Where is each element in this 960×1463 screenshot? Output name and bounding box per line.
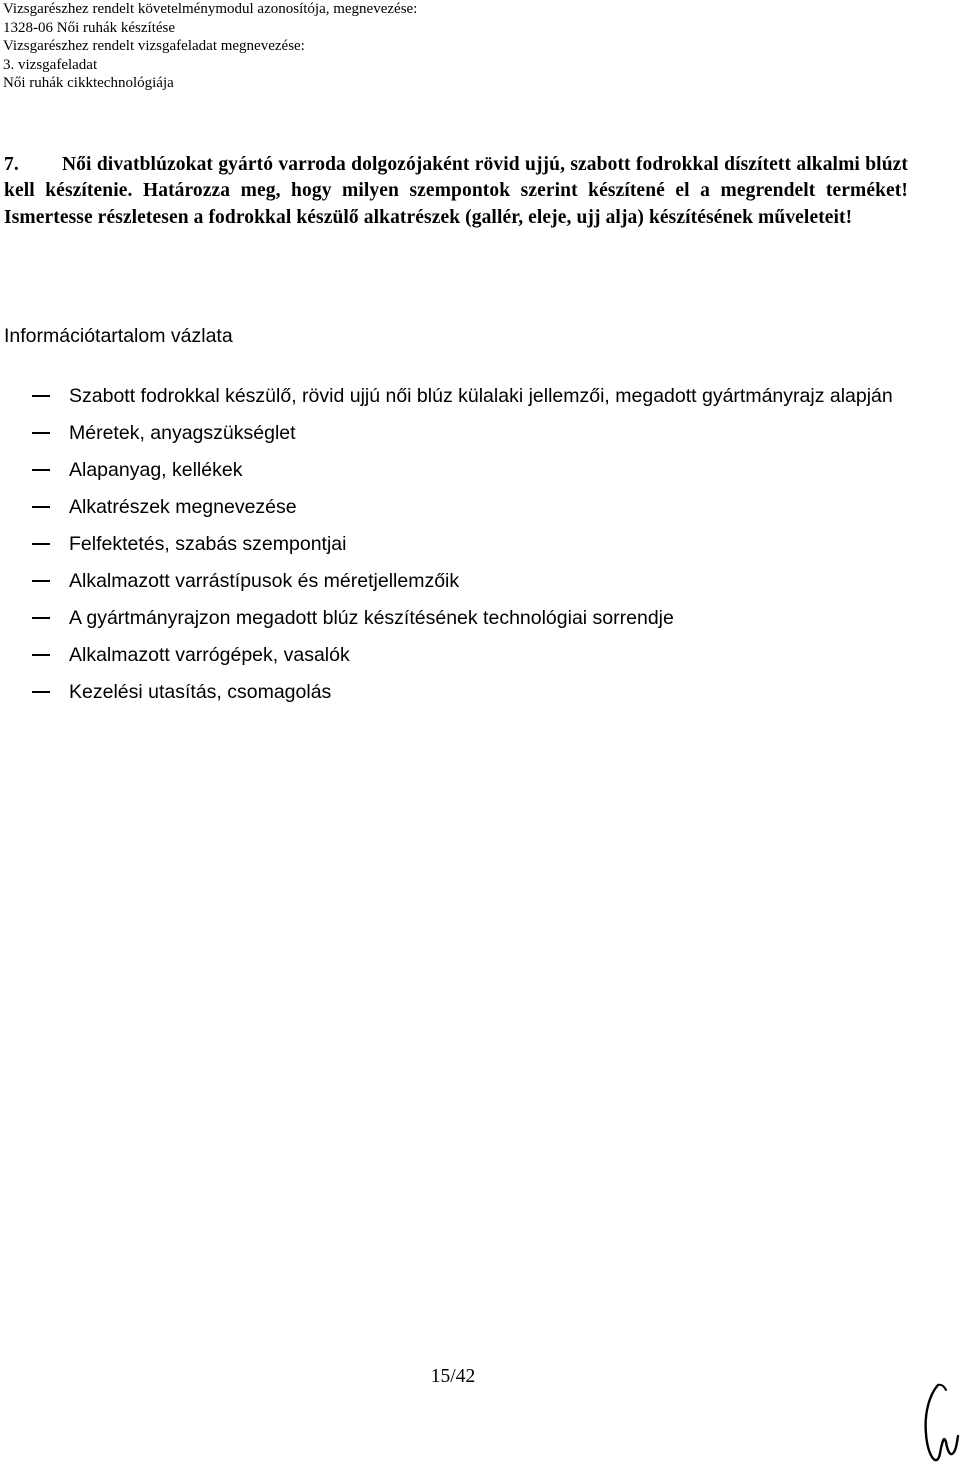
list-item-text: Kezelési utasítás, csomagolás — [69, 681, 332, 703]
task-id: 3. vizsgafeladat — [3, 56, 98, 73]
exam-task — [4, 152, 908, 231]
dash-bullet-icon — [32, 395, 50, 397]
dash-bullet-icon — [32, 506, 50, 508]
list-item-text: Méretek, anyagszükséglet — [69, 422, 296, 444]
list-item — [0, 531, 940, 557]
list-item-text: Alkatrészek megnevezése — [69, 496, 297, 518]
list-item — [0, 679, 940, 705]
list-item — [0, 457, 940, 483]
task-name: Női ruhák cikktechnológiája — [3, 75, 174, 91]
list-item-text: Felfektetés, szabás szempontjai — [69, 533, 347, 555]
list-item — [0, 605, 940, 631]
task-text: Női divatblúzokat gyártó varroda dolgozójaként rövid ujjú, szabott fodrokkal díszített alkalmi blúzt kell készítenie. Határozza meg, hogy milyen szempontok szerint készítené el a megrendelt terméket! Ismertesse részletesen a fodrokkal készülő alkatrészek (gallér, eleje, ujj alja) készítésének műveleteit! — [4, 154, 908, 228]
list-item — [0, 642, 940, 668]
info-outline-list — [0, 383, 940, 716]
list-item — [0, 568, 940, 594]
module-label: Vizsgarészhez rendelt követelménymodul azonosítója, megnevezése: — [3, 1, 418, 17]
task-number: 7. — [4, 154, 19, 175]
task-label: Vizsgarészhez rendelt vizsgafeladat megnevezése: — [3, 38, 305, 54]
handwritten-signature-icon — [916, 1382, 960, 1463]
list-item — [0, 383, 940, 409]
dash-bullet-icon — [32, 543, 50, 545]
dash-bullet-icon — [32, 654, 50, 656]
document-header — [3, 0, 417, 93]
info-outline-title: Információtartalom vázlata — [4, 325, 233, 347]
dash-bullet-icon — [32, 469, 50, 471]
list-item-text: Szabott fodrokkal készülő, rövid ujjú női blúz külalaki jellemzői, megadott gyártmányrajz alapján — [69, 385, 893, 407]
list-item-text: Alkalmazott varrástípusok és méretjellemzőik — [69, 570, 460, 592]
dash-bullet-icon — [32, 580, 50, 582]
dash-bullet-icon — [32, 617, 50, 619]
list-item-text: A gyártmányrajzon megadott blúz készítésének technológiai sorrendje — [69, 607, 674, 629]
dash-bullet-icon — [32, 691, 50, 693]
dash-bullet-icon — [32, 432, 50, 434]
list-item — [0, 494, 940, 520]
list-item-text: Alkalmazott varrógépek, vasalók — [69, 644, 350, 666]
page-number: 15/42 — [430, 1366, 476, 1387]
module-name: 1328-06 Női ruhák készítése — [3, 19, 176, 36]
list-item — [0, 420, 940, 446]
list-item-text: Alapanyag, kellékek — [69, 459, 243, 481]
